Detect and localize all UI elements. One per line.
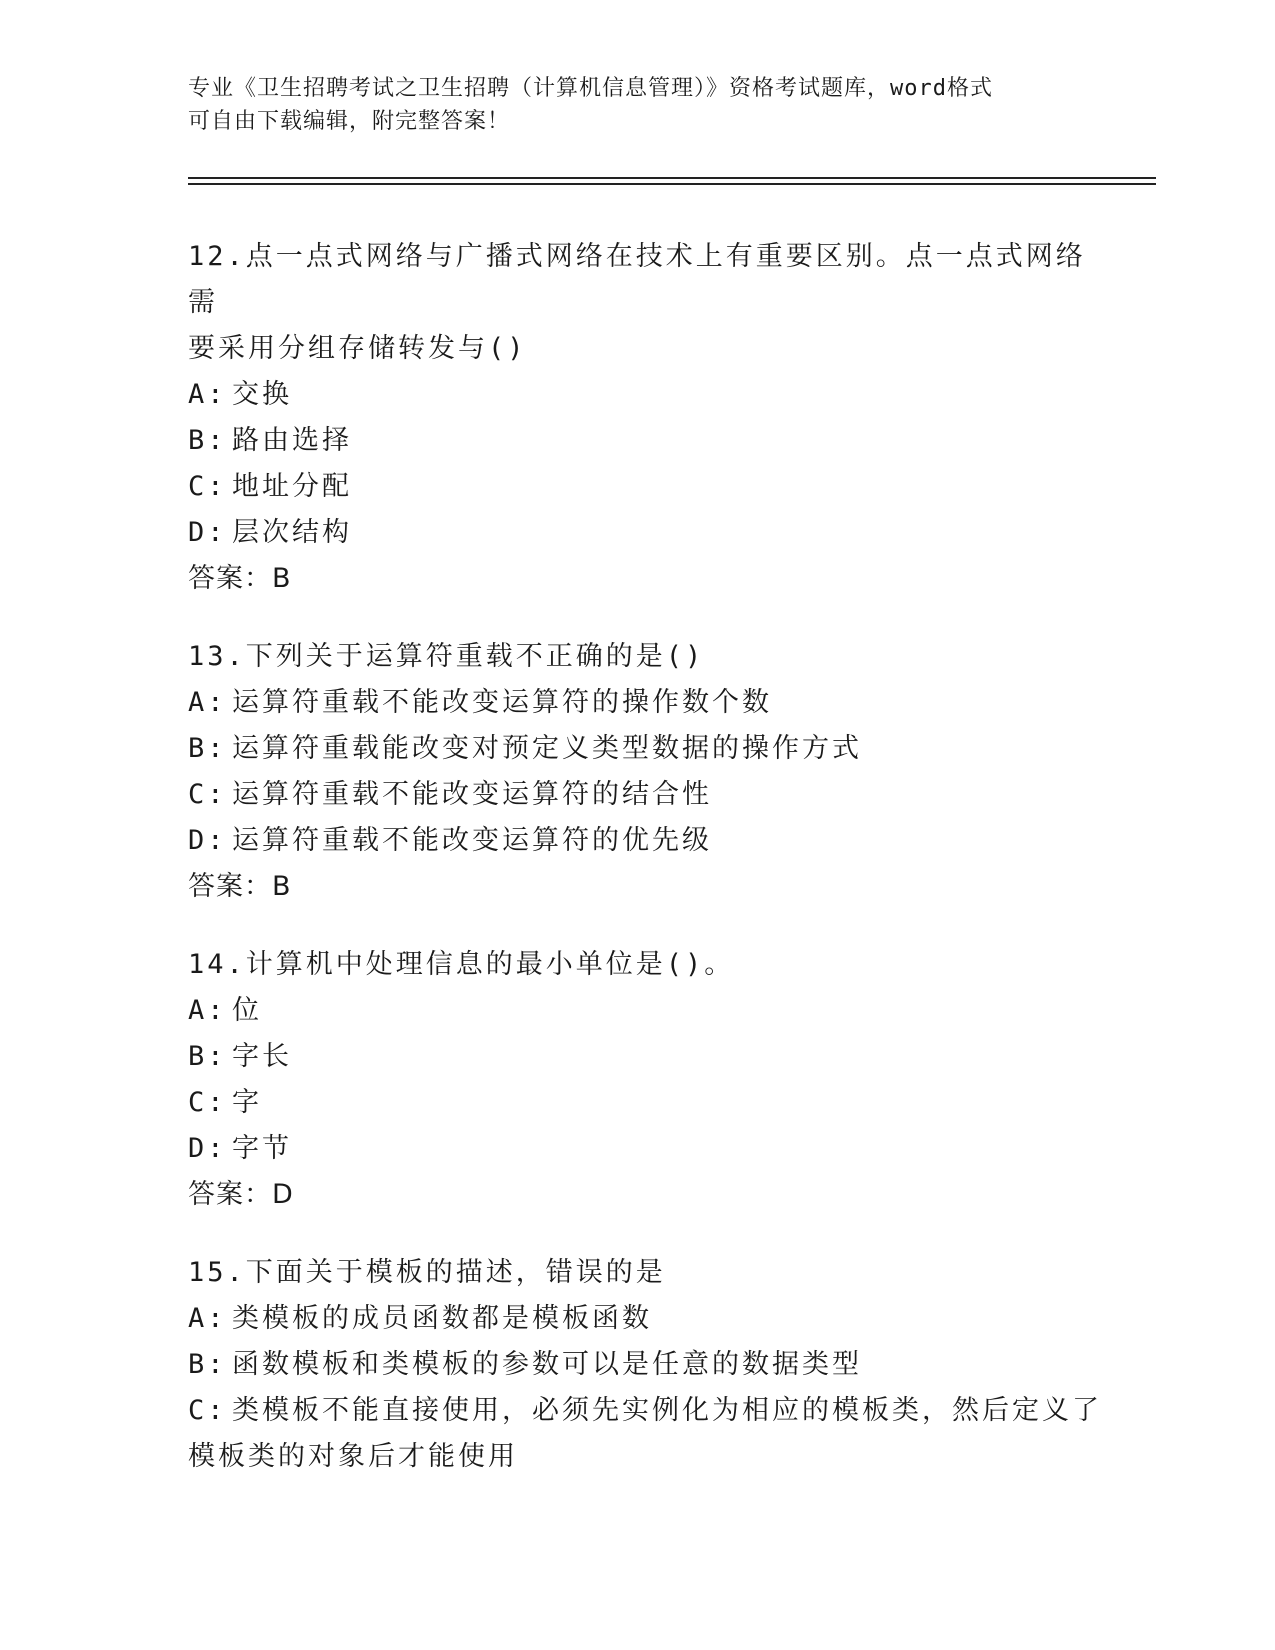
header-divider-bottom bbox=[188, 183, 1156, 185]
answer-line: 答案：B bbox=[188, 563, 292, 594]
option-text: 类模板的成员函数都是模板函数 bbox=[232, 1303, 652, 1334]
question-stem bbox=[188, 1250, 1108, 1296]
option-text: 字节 bbox=[232, 1133, 292, 1164]
option-b bbox=[188, 1034, 1108, 1080]
option-c bbox=[188, 1080, 1108, 1126]
question-12 bbox=[188, 234, 1108, 602]
option-letter: A: bbox=[188, 1303, 227, 1334]
header-line-2: 可自由下载编辑，附完整答案！ bbox=[188, 109, 511, 134]
option-a bbox=[188, 1296, 1108, 1342]
option-c bbox=[188, 772, 1108, 818]
header-line-1: 专业《卫生招聘考试之卫生招聘（计算机信息管理）》资格考试题库，word格式 bbox=[188, 76, 993, 101]
question-stem bbox=[188, 942, 1108, 988]
header-divider-top bbox=[188, 177, 1156, 179]
option-letter: B: bbox=[188, 1041, 227, 1072]
option-text: 位 bbox=[232, 995, 262, 1026]
question-stem bbox=[188, 234, 1108, 372]
option-text: 运算符重载不能改变运算符的操作数个数 bbox=[232, 687, 772, 718]
option-c bbox=[188, 464, 1108, 510]
question-stem-line-2: 要采用分组存储转发与() bbox=[188, 333, 527, 364]
option-c bbox=[188, 1388, 1108, 1480]
question-stem bbox=[188, 634, 1108, 680]
option-b bbox=[188, 418, 1108, 464]
question-stem-line-1: 15.下面关于模板的描述，错误的是 bbox=[188, 1257, 666, 1288]
option-d bbox=[188, 818, 1108, 864]
option-letter: B: bbox=[188, 1349, 227, 1380]
question-stem-line-1: 14.计算机中处理信息的最小单位是()。 bbox=[188, 949, 735, 980]
option-text: 函数模板和类模板的参数可以是任意的数据类型 bbox=[232, 1349, 862, 1380]
question-14 bbox=[188, 942, 1108, 1218]
option-letter: C: bbox=[188, 779, 227, 810]
question-13 bbox=[188, 634, 1108, 910]
option-letter: C: bbox=[188, 1087, 227, 1118]
option-text-line-2: 模板类的对象后才能使用 bbox=[188, 1441, 518, 1472]
option-text: 层次结构 bbox=[232, 517, 352, 548]
option-letter: A: bbox=[188, 995, 227, 1026]
option-a bbox=[188, 988, 1108, 1034]
answer-line: 答案：D bbox=[188, 1179, 294, 1210]
option-letter: D: bbox=[188, 517, 227, 548]
option-letter: A: bbox=[188, 379, 227, 410]
option-letter: A: bbox=[188, 687, 227, 718]
option-d bbox=[188, 510, 1108, 556]
option-b bbox=[188, 726, 1108, 772]
option-text: 字 bbox=[232, 1087, 262, 1118]
question-list bbox=[188, 234, 1108, 1512]
option-letter: B: bbox=[188, 733, 227, 764]
question-15 bbox=[188, 1250, 1108, 1480]
option-text: 运算符重载不能改变运算符的结合性 bbox=[232, 779, 712, 810]
option-text: 运算符重载不能改变运算符的优先级 bbox=[232, 825, 712, 856]
option-a bbox=[188, 372, 1108, 418]
option-letter: B: bbox=[188, 425, 227, 456]
option-text: 地址分配 bbox=[232, 471, 352, 502]
question-stem-line-1: 13.下列关于运算符重载不正确的是() bbox=[188, 641, 705, 672]
option-letter: D: bbox=[188, 1133, 227, 1164]
option-text: 交换 bbox=[232, 379, 292, 410]
option-text: 运算符重载能改变对预定义类型数据的操作方式 bbox=[232, 733, 862, 764]
answer-line: 答案：B bbox=[188, 871, 292, 902]
document-header bbox=[188, 72, 1088, 138]
option-d bbox=[188, 1126, 1108, 1172]
option-text: 字长 bbox=[232, 1041, 292, 1072]
option-letter: C: bbox=[188, 1395, 227, 1426]
option-a bbox=[188, 680, 1108, 726]
option-text: 类模板不能直接使用，必须先实例化为相应的模板类，然后定义了 bbox=[232, 1395, 1102, 1426]
question-stem-line-1: 12.点一点式网络与广播式网络在技术上有重要区别。点一点式网络需 bbox=[188, 241, 1086, 318]
option-b bbox=[188, 1342, 1108, 1388]
option-letter: C: bbox=[188, 471, 227, 502]
option-letter: D: bbox=[188, 825, 227, 856]
option-text: 路由选择 bbox=[232, 425, 352, 456]
